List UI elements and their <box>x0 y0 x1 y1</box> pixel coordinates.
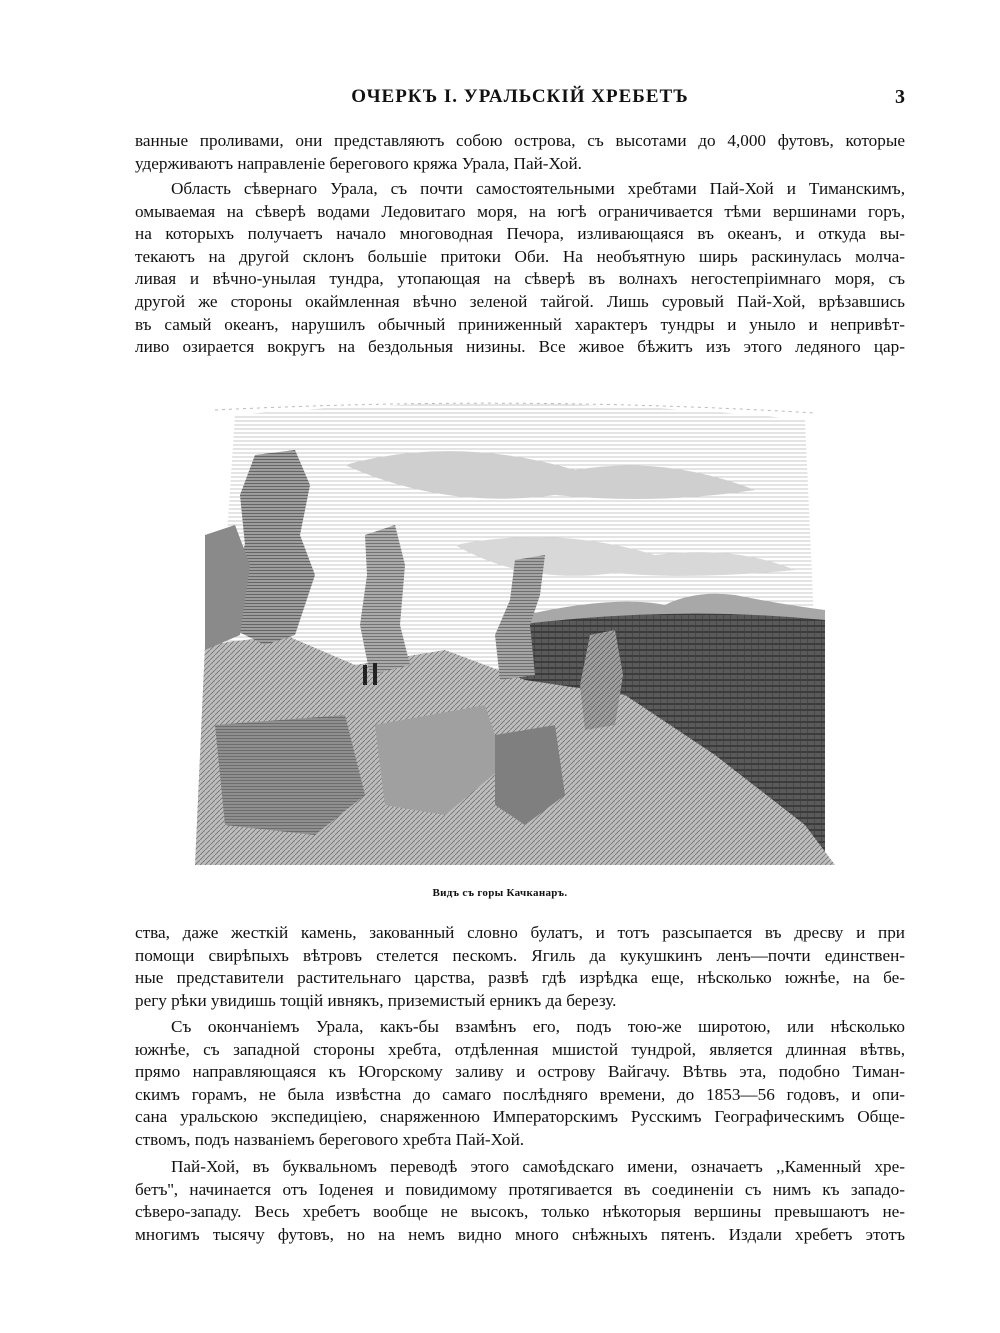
text-line: многимъ тысячу футовъ, но на немъ видно много снѣжныхъ пятенъ. Издали хребетъ этотъ <box>135 1224 905 1244</box>
text-line: Область сѣвернаго Урала, съ почти самостоятельными хребтами Пай-Хой и Тиманскимъ, <box>171 179 905 198</box>
text-line: регу рѣки увидишь тощій ивнякъ, приземистый ерникъ да березу. <box>135 990 617 1010</box>
page-header <box>135 86 905 116</box>
text-line: сѣверо-западу. Весь хребетъ вообще не высокъ, только нѣкоторыя вершины превышаютъ не- <box>135 1202 905 1222</box>
text-line: ства, даже жесткій камень, закованный словно булатъ, и тотъ разсыпается въ дресву и при <box>135 923 905 942</box>
page-number: 3 <box>895 86 905 108</box>
text-line: помощи свирѣпыхъ вѣтровъ стелется пескомъ. Ягиль да кукушкинъ ленъ—почти единствен- <box>135 945 905 965</box>
text-line: ствомъ, подъ названіемъ берегового хребта Пай-Хой. <box>135 1129 525 1149</box>
text-line: южнѣе, съ западной стороны хребта, отдѣленная мшистой тундрой, является длинная вѣтвь, <box>135 1039 905 1059</box>
text-line: сана уральскою экспедиціею, снаряженною Императорскимъ Русскимъ Географическимъ Обще- <box>135 1107 905 1127</box>
text-line: бетъ'', начинается отъ Іоденея и повидимому протягивается въ соединеніи съ нимъ къ западо- <box>135 1179 905 1199</box>
running-title: ОЧЕРКЪ I. УРАЛЬСКІЙ ХРЕБЕТЪ <box>351 86 689 107</box>
engraving-illustration <box>195 395 835 870</box>
text-line: ливо озирается вокругъ на бездольныя низины. Все живое бѣжитъ изъ этого ледяного цар- <box>135 337 905 357</box>
paragraph-kingdom-continuation <box>135 922 905 1012</box>
text-line: Съ окончаніемъ Урала, какъ-бы взамѣнъ его, подъ тою-же широтою, или нѣсколько <box>171 1017 905 1036</box>
text-line: Пай-Хой, въ буквальномъ переводѣ этого самоѣдскаго имени, означаетъ ,,Каменный хре- <box>171 1157 905 1176</box>
text-line: скимъ горамъ, не была извѣстна до самаго послѣдняго времени, до 1853—56 годовъ, и опи- <box>135 1084 905 1104</box>
text-line: удерживаютъ направленіе берегового кряжа Урала, Пай-Хой. <box>135 153 582 173</box>
mountain-landscape-engraving <box>195 395 835 870</box>
figure-caption: Видъ съ горы Качканаръ. <box>432 887 568 899</box>
text-line: на которыхъ получаетъ начало многоводная Печора, изливающаяся въ океанъ, и откуда вы- <box>135 224 905 244</box>
paragraph-north-ural <box>135 178 905 359</box>
text-line: ливая и вѣчно-унылая тундра, утопающая на сѣверѣ въ волнахъ негостепріимнаго моря, съ <box>135 269 905 289</box>
paragraph-continuation <box>135 130 905 175</box>
text-line: ные представители растительнаго царства, развѣ гдѣ изрѣдка еще, нѣсколько южнѣе, на бе- <box>135 968 905 988</box>
text-line: текаютъ на другой склонъ большіе притоки Оби. На необъятную ширь раскинулась молча- <box>135 246 905 266</box>
paragraph-pai-khoi-branch <box>135 1016 905 1152</box>
text-line: въ самый океанъ, нарушилъ обычный приниженный характеръ тундры и уныло и непривѣт- <box>135 314 905 334</box>
text-line: другой же стороны окаймленная вѣчно зеленой тайгой. Лишь суровый Пай-Хой, врѣзавшись <box>135 291 905 311</box>
text-line: омываемая на сѣверѣ водами Ледовитаго моря, на югѣ ограничивается тѣми вершинами горъ, <box>135 201 905 221</box>
text-line: ванные проливами, они представляютъ собою острова, съ высотами до 4,000 футовъ, которые <box>135 131 905 150</box>
paragraph-stone-ridge <box>135 1156 905 1246</box>
text-line: прямо направляющаяся къ Югорскому заливу и острову Вайгачу. Вѣтвь эта, подобно Тиман- <box>135 1062 905 1082</box>
